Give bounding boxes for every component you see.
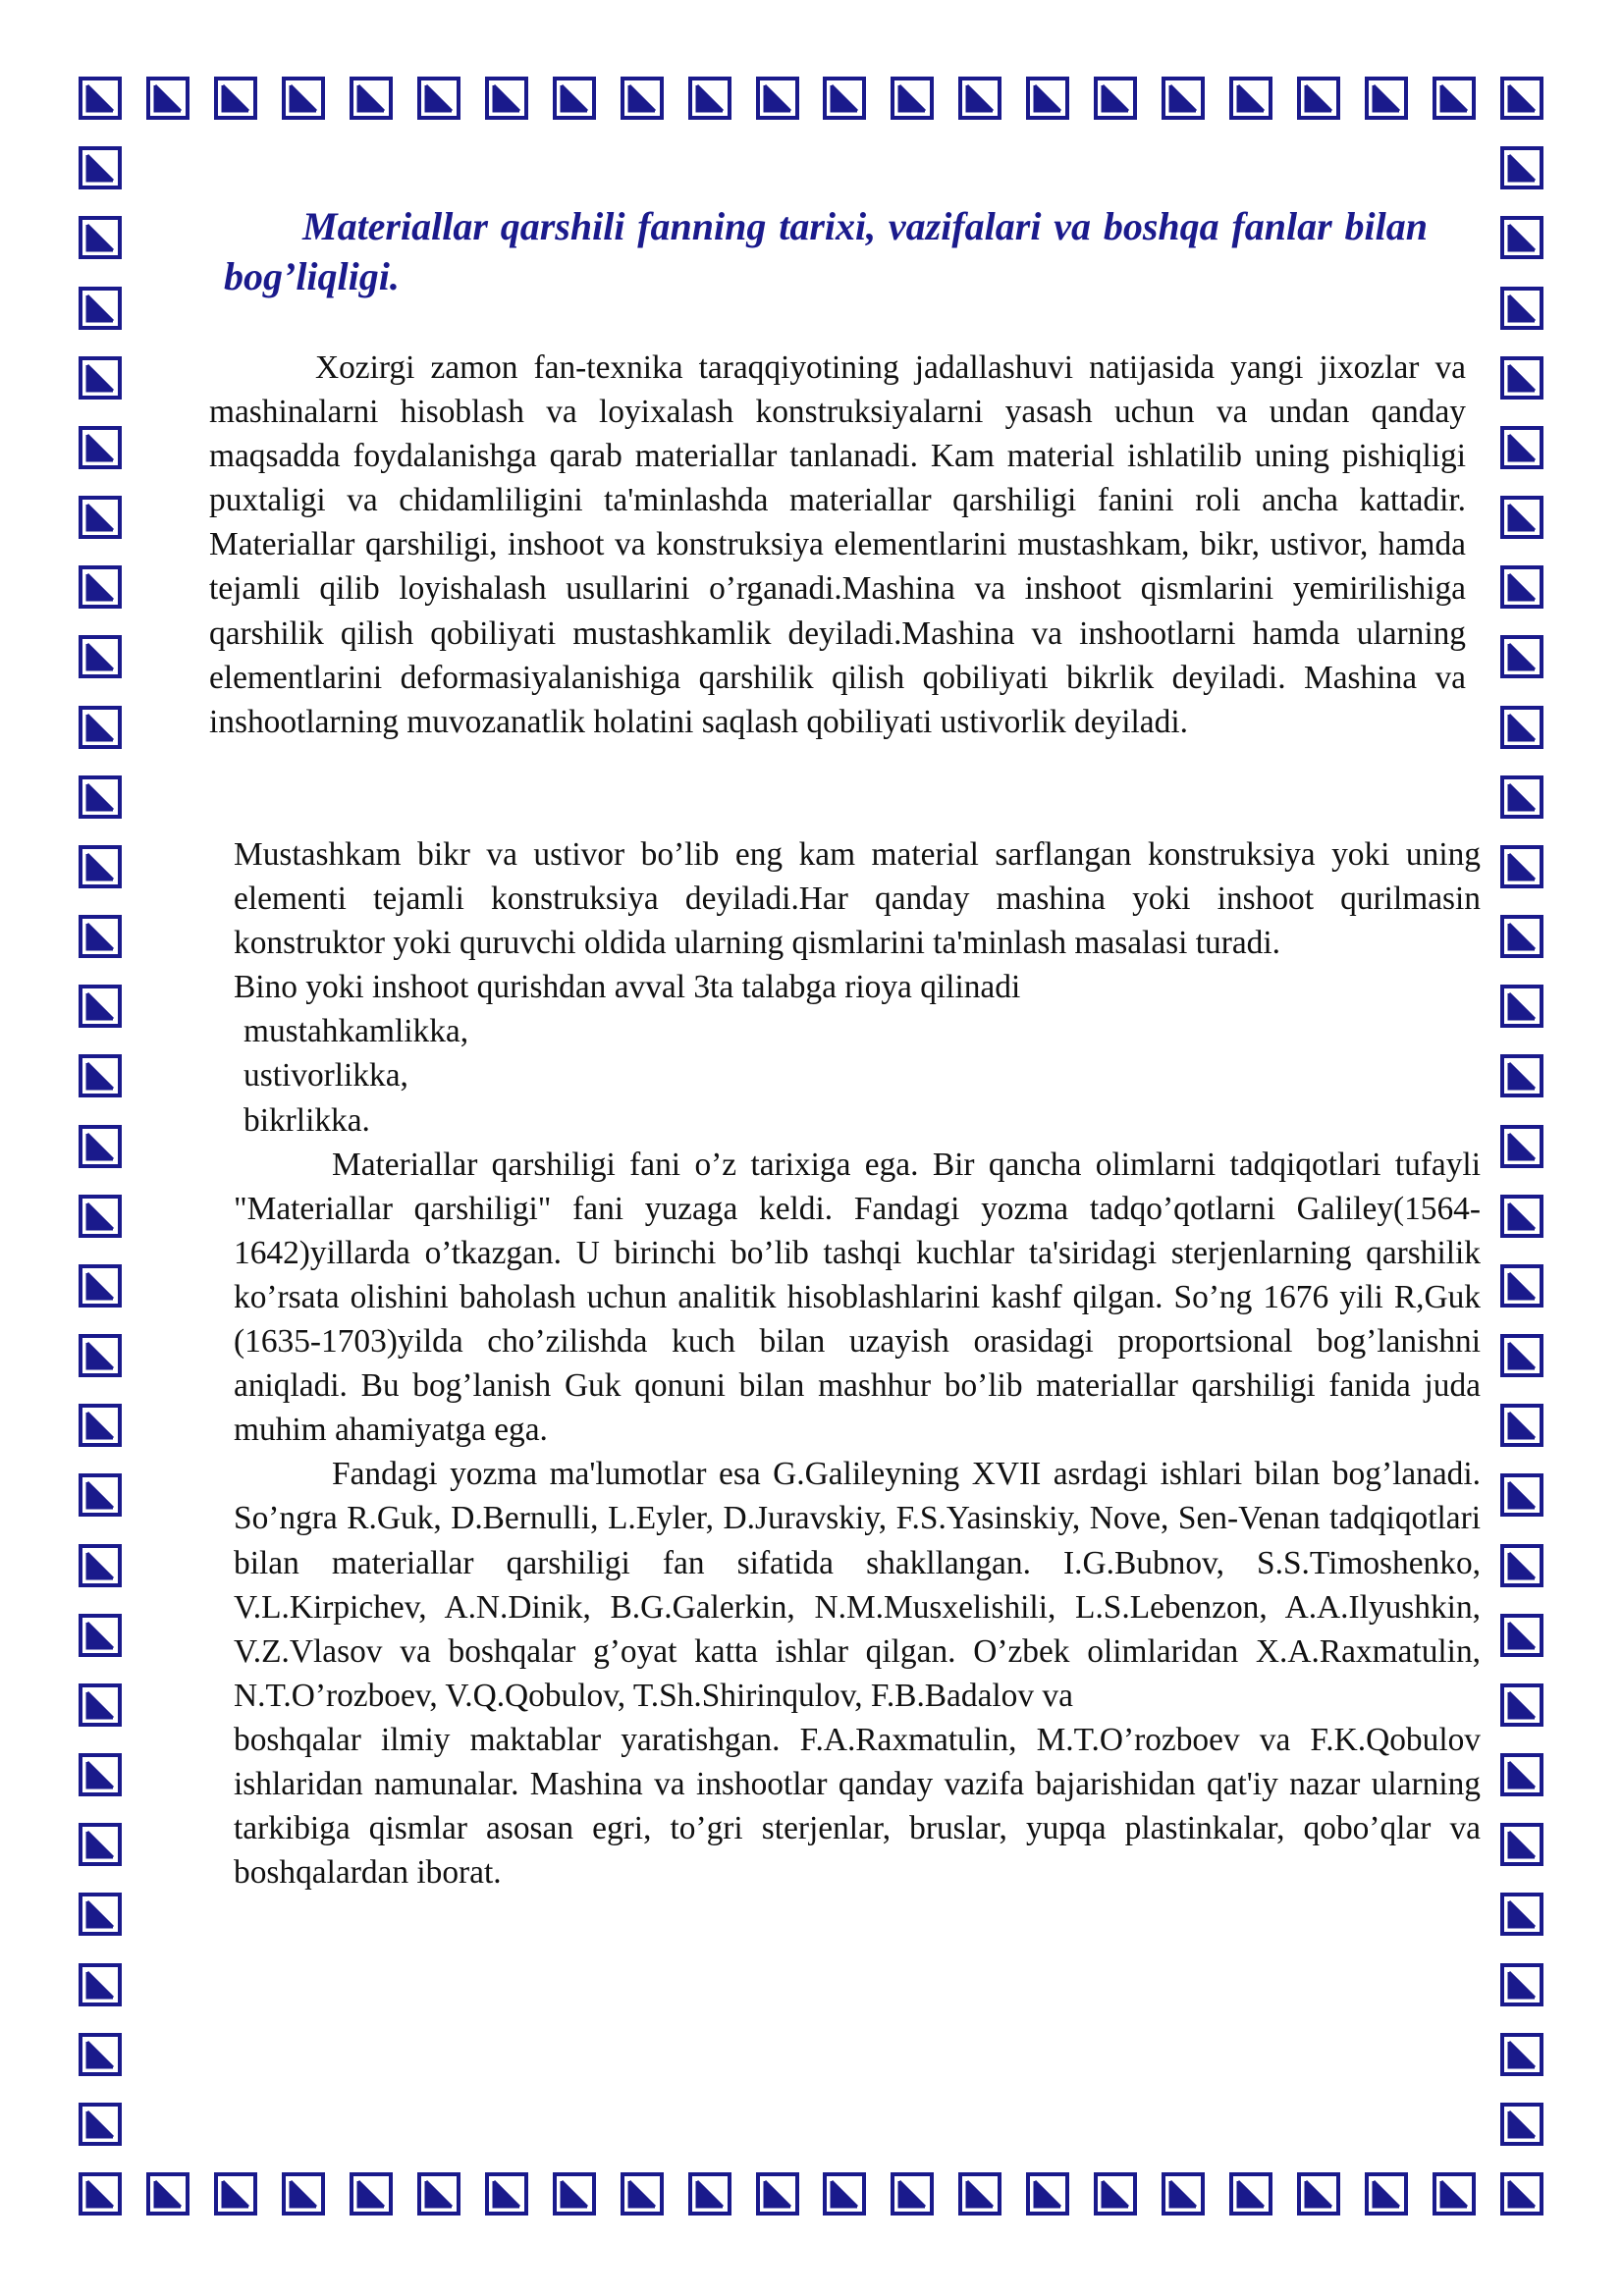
triangle-tile-icon <box>891 77 934 120</box>
triangle-tile-icon <box>485 77 528 120</box>
triangle-tile-icon <box>621 2172 664 2216</box>
triangle-tile-icon <box>79 2103 122 2146</box>
triangle-tile-icon <box>1500 1753 1543 1796</box>
triangle-tile-icon <box>1500 146 1543 189</box>
triangle-tile-icon <box>146 77 189 120</box>
paragraph-requirements-intro: Bino yoki inshoot qurishdan avval 3ta talabga rioya qilinadi <box>234 969 1021 1006</box>
triangle-tile-icon <box>79 985 122 1028</box>
triangle-tile-icon <box>79 287 122 330</box>
triangle-tile-icon <box>350 2172 393 2216</box>
triangle-tile-icon <box>1500 565 1543 609</box>
triangle-tile-icon <box>1500 1544 1543 1587</box>
triangle-tile-icon <box>1500 2103 1543 2146</box>
paragraph-structures: boshqalar ilmiy maktablar yaratishgan. F.A.Raxmatulin, M.T.O’rozboev va F.K.Qobulov ishlaridan namunalar. Mashina va inshootlar qanday vazifa bajarishidan qat'iy nazar ularning tarkibiga qismlar asosan egri, to’gri sterjenlar, bruslar, yupqa plastinkalar, qobo’qlar va boshqalardan iborat. <box>234 1721 1481 1892</box>
triangle-tile-icon <box>79 635 122 678</box>
triangle-tile-icon <box>1094 77 1137 120</box>
triangle-tile-icon <box>1500 706 1543 749</box>
triangle-tile-icon <box>1500 635 1543 678</box>
triangle-tile-icon <box>79 216 122 259</box>
triangle-tile-icon <box>1500 1963 1543 2006</box>
triangle-tile-icon <box>688 77 731 120</box>
triangle-tile-icon <box>79 1544 122 1587</box>
triangle-tile-icon <box>1094 2172 1137 2216</box>
triangle-tile-icon <box>214 2172 257 2216</box>
triangle-tile-icon <box>417 77 460 120</box>
list-item: bikrlikka. <box>243 1101 370 1139</box>
list-item: ustivorlikka, <box>243 1057 408 1095</box>
triangle-tile-icon <box>350 77 393 120</box>
paragraph-intro: Xozirgi zamon fan-texnika taraqqiyotining jadallashuvi natijasida yangi jixozlar va mashinalarni hisoblash va loyixalash konstruksiyalarni yasash uchun va undan qanday maqsadda foydalanishga qarab materiallar tanlanadi. Kam material ishlatilib uning pishiqligi puxtaligi va chidamliligini ta'minlashda materiallar qarshiligi fanini roli ancha kattadir. Materiallar qarshiligi, inshoot va konstruksiya elementlarini mustashkam, bikr, ustivor, hamda tejamli qilib loyishalash usullarini o’rganadi.Mashina va inshoot qismlarini yemirilishiga qarshilik qilish qobiliyati mustashkamlik deyiladi.Mashina va inshootlarni hamda ularning elementlarini deformasiyalanishiga qarshilik qilish qobiliyati bikrlik deyiladi. Mashina va inshootlarning muvozanatlik holatini saqlash qobiliyati ustivorlik deyiladi. <box>209 349 1466 740</box>
triangle-tile-icon <box>958 77 1001 120</box>
triangle-tile-icon <box>621 77 664 120</box>
triangle-tile-icon <box>282 2172 325 2216</box>
triangle-tile-icon <box>1500 1823 1543 1866</box>
triangle-tile-icon <box>79 1753 122 1796</box>
section-main <box>234 832 1481 1895</box>
paragraph-scientists: Fandagi yozma ma'lumotlar esa G.Galileyning XVII asrdagi ishlari bilan bog’lanadi. So’ngra R.Guk, D.Bernulli, L.Eyler, D.Juravskiy, F.S.Yasinskiy, Nove, Sen-Venan tadqiqotlari bilan materiallar qarshiligi fan sifatida shakllangan. I.G.Bubnov, S.S.Timoshenko, V.L.Kirpichev, A.N.Dinik, B.G.Galerkin, N.M.Musxelishili, L.S.Lebenzon, A.A.Ilyushkin, V.Z.Vlasov va boshqalar g’oyat katta ishlar qilgan. O’zbek olimlaridan X.A.Raxmatulin, N.T.O’rozboev, V.Q.Qobulov, T.Sh.Shirinqulov, F.B.Badalov va <box>234 1456 1481 1714</box>
triangle-tile-icon <box>79 1125 122 1168</box>
triangle-tile-icon <box>79 915 122 958</box>
triangle-tile-icon <box>1500 1473 1543 1517</box>
triangle-tile-icon <box>1500 496 1543 539</box>
triangle-tile-icon <box>79 2172 122 2216</box>
triangle-tile-icon <box>553 77 596 120</box>
triangle-tile-icon <box>1500 2172 1543 2216</box>
triangle-tile-icon <box>79 1614 122 1657</box>
triangle-tile-icon <box>823 77 866 120</box>
page-title: Materiallar qarshili fanning tarixi, vazifalari va boshqa fanlar bilan bog’liqligi. <box>224 204 1428 298</box>
triangle-tile-icon <box>1500 1334 1543 1377</box>
triangle-tile-icon <box>79 706 122 749</box>
triangle-tile-icon <box>79 1683 122 1727</box>
triangle-tile-icon <box>688 2172 731 2216</box>
triangle-tile-icon <box>1500 287 1543 330</box>
triangle-tile-icon <box>79 426 122 469</box>
triangle-tile-icon <box>891 2172 934 2216</box>
triangle-tile-icon <box>79 2033 122 2076</box>
triangle-tile-icon <box>417 2172 460 2216</box>
paragraph-history: Materiallar qarshiligi fani o’z tarixiga ega. Bir qancha olimlarni tadqiqotlari tufayli "Materiallar qarshiligi" fani yuzaga keldi. Fandagi yozma tadqo’qotlarni Galiley(1564-1642)yillarda o’tkazgan. U birinchi bo’lib tashqi kuchlar ta'siridagi sterjenlarning qarshilik ko’rsata olishini baholash uchun analitik hisoblashlarini kashf qilgan. So’ng 1676 yili R,Guk (1635-1703)yilda cho’zilishda kuch bilan uzayish orasidagi proportsional bog’lanishni aniqladi. Bu bog’lanish Guk qonuni bilan mashhur bo’lib materiallar qarshiligi fanida juda muhim ahamiyatga ega. <box>234 1146 1481 1449</box>
triangle-tile-icon <box>1500 1125 1543 1168</box>
triangle-tile-icon <box>79 77 122 120</box>
triangle-tile-icon <box>79 1473 122 1517</box>
triangle-tile-icon <box>485 2172 528 2216</box>
triangle-tile-icon <box>756 2172 799 2216</box>
triangle-tile-icon <box>1026 2172 1069 2216</box>
triangle-tile-icon <box>79 146 122 189</box>
triangle-tile-icon <box>1500 1054 1543 1097</box>
triangle-tile-icon <box>1500 2033 1543 2076</box>
triangle-tile-icon <box>1500 216 1543 259</box>
triangle-tile-icon <box>1365 2172 1408 2216</box>
triangle-tile-icon <box>1500 77 1543 120</box>
triangle-tile-icon <box>79 1963 122 2006</box>
list-item: mustahkamlikka, <box>243 1013 469 1050</box>
triangle-tile-icon <box>1162 77 1205 120</box>
triangle-tile-icon <box>1500 775 1543 819</box>
paragraph-economical: Mustashkam bikr va ustivor bo’lib eng kam material sarflangan konstruksiya yoki uning elementi tejamli konstruksiya deyiladi.Har qanday mashina yoki inshoot qurilmasin konstruktor yoki quruvchi oldida ularning qismlarini ta'minlash masalasi turadi. <box>234 836 1481 962</box>
triangle-tile-icon <box>282 77 325 120</box>
triangle-tile-icon <box>958 2172 1001 2216</box>
triangle-tile-icon <box>79 1334 122 1377</box>
triangle-tile-icon <box>1229 77 1272 120</box>
triangle-tile-icon <box>1433 2172 1476 2216</box>
triangle-tile-icon <box>1500 1264 1543 1308</box>
triangle-tile-icon <box>553 2172 596 2216</box>
triangle-tile-icon <box>79 1893 122 1936</box>
triangle-tile-icon <box>79 1264 122 1308</box>
triangle-tile-icon <box>1297 2172 1340 2216</box>
triangle-tile-icon <box>1500 1893 1543 1936</box>
triangle-tile-icon <box>214 77 257 120</box>
triangle-tile-icon <box>823 2172 866 2216</box>
triangle-tile-icon <box>79 845 122 888</box>
triangle-tile-icon <box>1500 915 1543 958</box>
triangle-tile-icon <box>1500 426 1543 469</box>
triangle-tile-icon <box>79 356 122 400</box>
requirements-list <box>234 1009 1481 1142</box>
triangle-tile-icon <box>756 77 799 120</box>
triangle-tile-icon <box>79 1195 122 1238</box>
triangle-tile-icon <box>1500 845 1543 888</box>
triangle-tile-icon <box>1500 356 1543 400</box>
triangle-tile-icon <box>1433 77 1476 120</box>
triangle-tile-icon <box>79 496 122 539</box>
triangle-tile-icon <box>79 1404 122 1447</box>
triangle-tile-icon <box>79 775 122 819</box>
triangle-tile-icon <box>1500 1195 1543 1238</box>
triangle-tile-icon <box>1297 77 1340 120</box>
triangle-tile-icon <box>1162 2172 1205 2216</box>
triangle-tile-icon <box>1500 985 1543 1028</box>
triangle-tile-icon <box>79 565 122 609</box>
triangle-tile-icon <box>79 1823 122 1866</box>
section-intro <box>209 346 1466 744</box>
triangle-tile-icon <box>146 2172 189 2216</box>
triangle-tile-icon <box>1229 2172 1272 2216</box>
triangle-tile-icon <box>1365 77 1408 120</box>
triangle-tile-icon <box>79 1054 122 1097</box>
triangle-tile-icon <box>1026 77 1069 120</box>
triangle-tile-icon <box>1500 1683 1543 1727</box>
triangle-tile-icon <box>1500 1404 1543 1447</box>
triangle-tile-icon <box>1500 1614 1543 1657</box>
